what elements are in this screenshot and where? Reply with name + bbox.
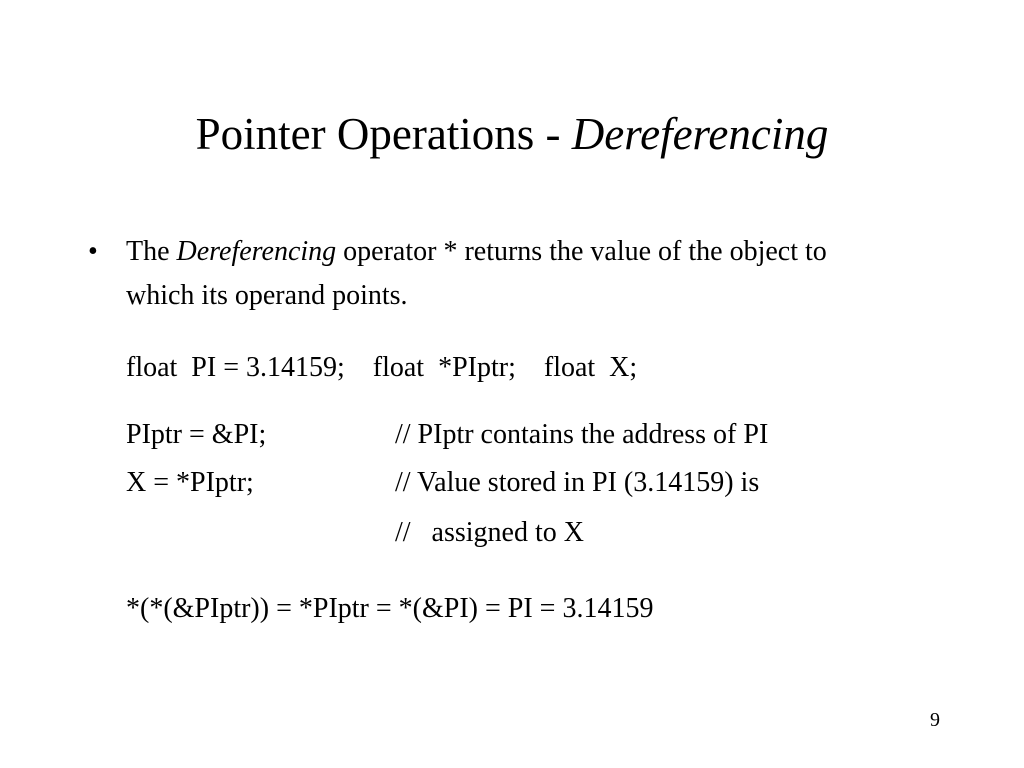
code-comment-2: // Value stored in PI (3.14159) is <box>395 467 760 498</box>
code-statement-2: X = *PIptr; <box>126 467 254 498</box>
bullet-text <box>126 230 886 318</box>
bullet-text-italic: Dereferencing <box>176 236 337 267</box>
code-statement-1: PIptr = &PI; <box>126 419 267 450</box>
bullet-text-before: The <box>126 236 177 267</box>
page-number: 9 <box>930 709 940 731</box>
bullet-text-after: operator * returns the value of the object to which its operand points. <box>126 236 827 311</box>
slide-title-italic: Dereferencing <box>571 109 829 159</box>
code-comment-3: // assigned to X <box>395 517 584 548</box>
code-dereference-chain: *(*(&PIptr)) = *PIptr = *(&PI) = PI = 3.14159 <box>126 593 654 624</box>
slide-title <box>0 104 1024 164</box>
code-declarations: float PI = 3.14159; float *PIptr; float X; <box>126 352 638 383</box>
bullet-marker: • <box>88 236 98 267</box>
code-comment-1: // PIptr contains the address of PI <box>395 419 769 450</box>
slide-title-plain: Pointer Operations - <box>195 109 572 159</box>
